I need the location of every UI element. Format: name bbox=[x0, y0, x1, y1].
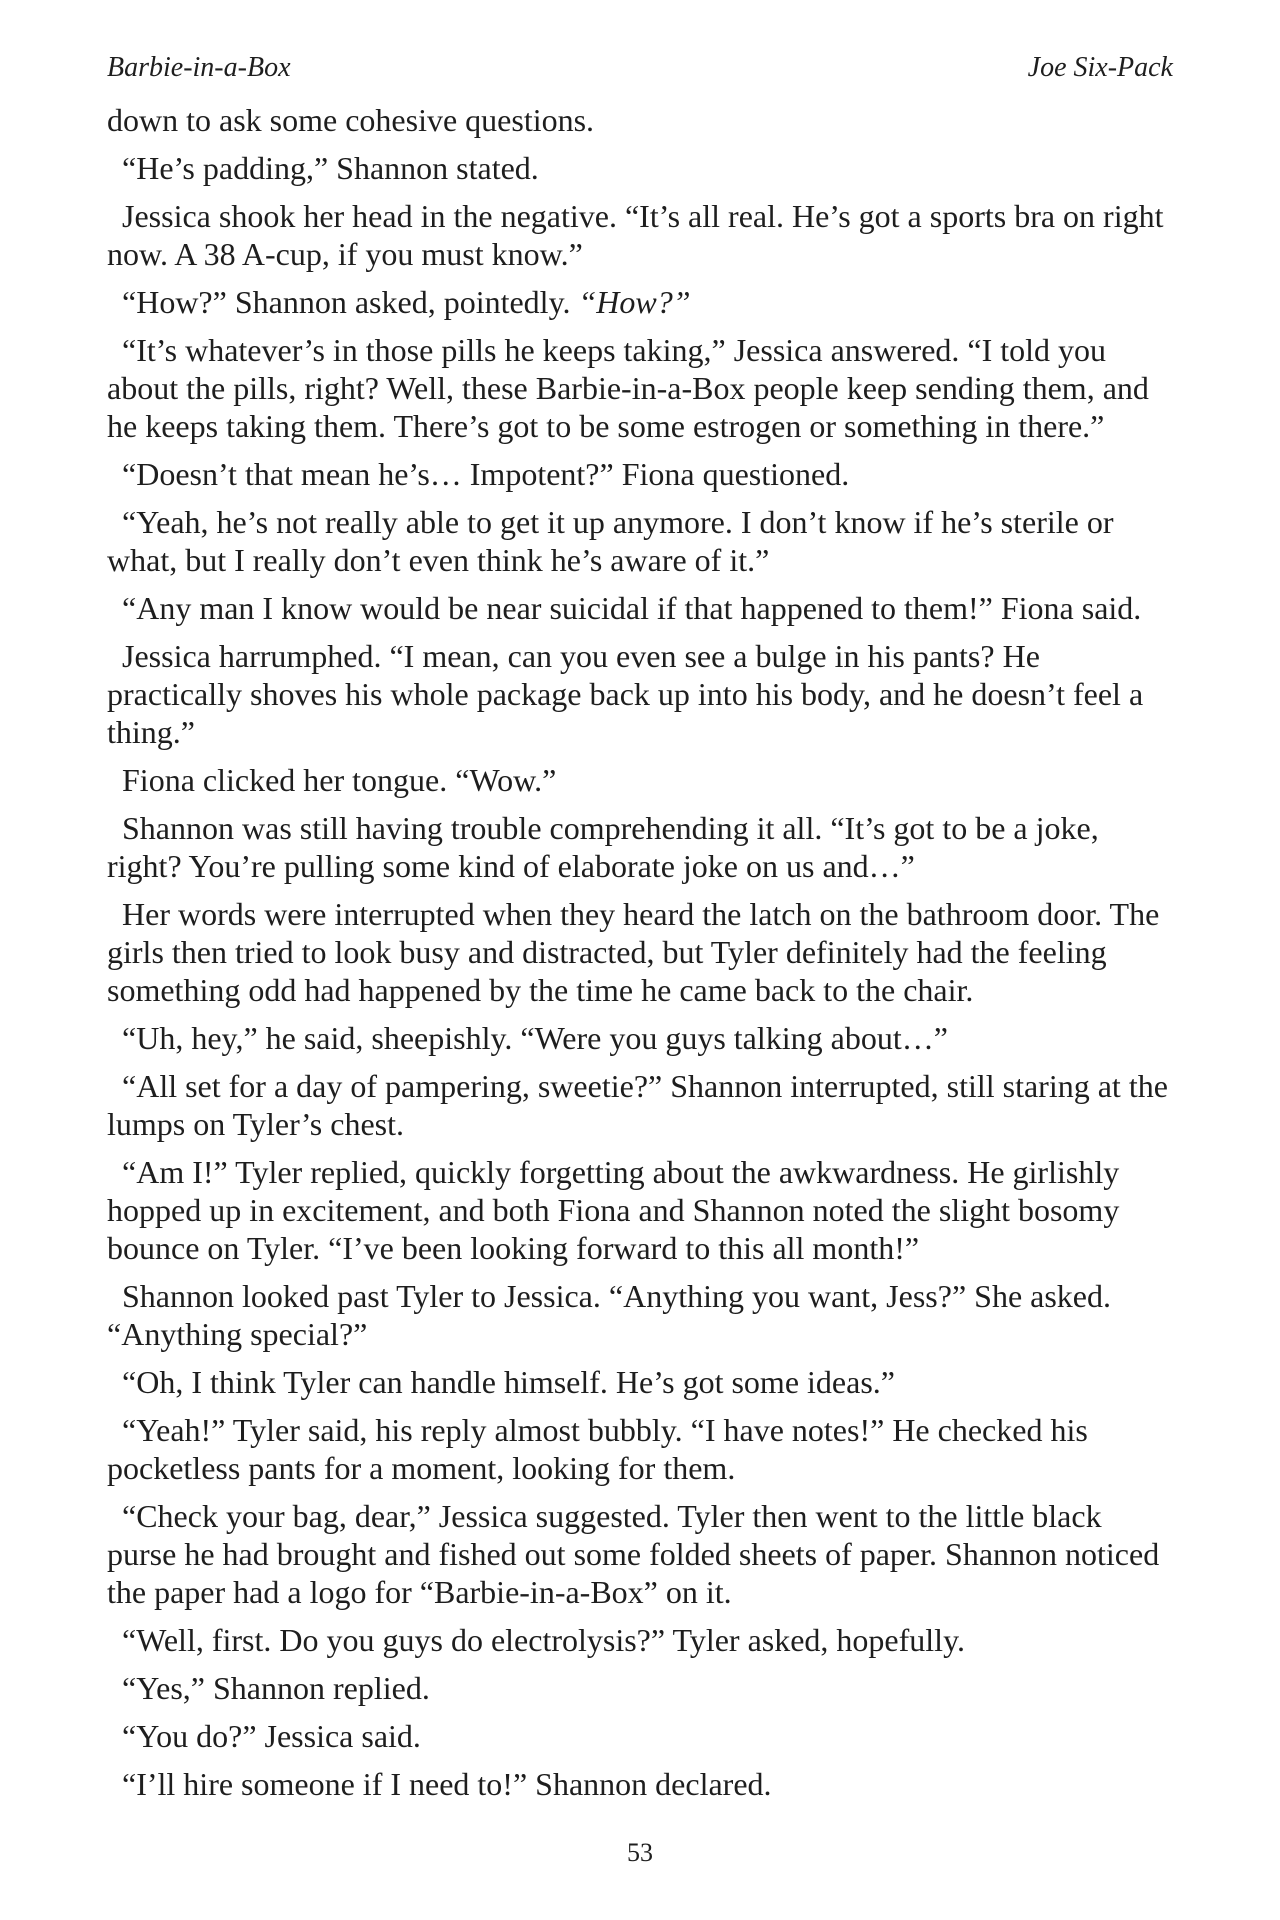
paragraph: Fiona clicked her tongue. “Wow.” bbox=[122, 762, 557, 798]
paragraph: “Any man I know would be near suicidal if that happened to them!” Fiona said. bbox=[122, 590, 1142, 626]
paragraph: “Doesn’t that mean he’s… Impotent?” Fiona questioned. bbox=[122, 456, 850, 492]
paragraph: “Yeah!” Tyler said, his reply almost bubbly. “I have notes!” He checked his pocketless pants for a moment, looking for them. bbox=[107, 1412, 1088, 1486]
paragraph: “I’ll hire someone if I need to!” Shannon declared. bbox=[122, 1766, 772, 1802]
paragraph: “He’s padding,” Shannon stated. bbox=[122, 150, 539, 186]
paragraph: Jessica shook her head in the negative. “It’s all real. He’s got a sports bra on right now. A 38 A-cup, if you must know.” bbox=[107, 198, 1164, 272]
paragraph: “All set for a day of pampering, sweetie?” Shannon interrupted, still staring at the lumps on Tyler’s chest. bbox=[107, 1068, 1168, 1142]
paragraph: Jessica harrumphed. “I mean, can you even see a bulge in his pants? He practically shoves his whole package back up into his body, and he doesn’t feel a thing.” bbox=[107, 638, 1144, 750]
paragraph: “Yes,” Shannon replied. bbox=[122, 1670, 430, 1706]
running-head bbox=[107, 48, 1173, 88]
italic-emphasis: “How?” bbox=[578, 284, 691, 320]
paragraph: “Oh, I think Tyler can handle himself. He’s got some ideas.” bbox=[122, 1364, 895, 1400]
running-head-author: Joe Six-Pack bbox=[1027, 52, 1173, 83]
paragraph: down to ask some cohesive questions. bbox=[107, 102, 595, 138]
paragraph: “Check your bag, dear,” Jessica suggested. Tyler then went to the little black purse he had brought and fished out some folded sheets of paper. Shannon noticed the paper had a logo for “Barbie-in-a-Box” on it. bbox=[107, 1498, 1160, 1610]
paragraph: Her words were interrupted when they heard the latch on the bathroom door. The girls then tried to look busy and distracted, but Tyler definitely had the feeling something odd had happened by the time he came back to the chair. bbox=[107, 896, 1160, 1008]
paragraph: “Well, first. Do you guys do electrolysis?” Tyler asked, hopefully. bbox=[122, 1622, 965, 1658]
paragraph: “You do?” Jessica said. bbox=[122, 1718, 421, 1754]
paragraph: “Am I!” Tyler replied, quickly forgetting about the awkwardness. He girlishly hopped up in excitement, and both Fiona and Shannon noted the slight bosomy bounce on Tyler. “I’ve been looking forward to this all month!” bbox=[107, 1154, 1120, 1266]
paragraph: “Yeah, he’s not really able to get it up anymore. I don’t know if he’s sterile or what, but I really don’t even think he’s aware of it.” bbox=[107, 504, 1114, 578]
body-text bbox=[107, 101, 1177, 1813]
running-head-book-title: Barbie-in-a-Box bbox=[107, 52, 291, 83]
paragraph-with-italic bbox=[107, 283, 1177, 321]
paragraph-text: “How?” Shannon asked, pointedly. bbox=[122, 284, 579, 320]
paragraph: “It’s whatever’s in those pills he keeps taking,” Jessica answered. “I told you about the pills, right? Well, these Barbie-in-a-Box people keep sending them, and he keeps taking them. There’s got to be some estrogen or something in there.” bbox=[107, 332, 1149, 444]
paragraph: Shannon was still having trouble comprehending it all. “It’s got to be a joke, right? You’re pulling some kind of elaborate joke on us and…” bbox=[107, 810, 1099, 884]
paragraph: “Uh, hey,” he said, sheepishly. “Were you guys talking about…” bbox=[122, 1020, 948, 1056]
paragraph: Shannon looked past Tyler to Jessica. “Anything you want, Jess?” She asked. “Anything special?” bbox=[107, 1278, 1111, 1352]
page-number: 53 bbox=[627, 1838, 653, 1867]
